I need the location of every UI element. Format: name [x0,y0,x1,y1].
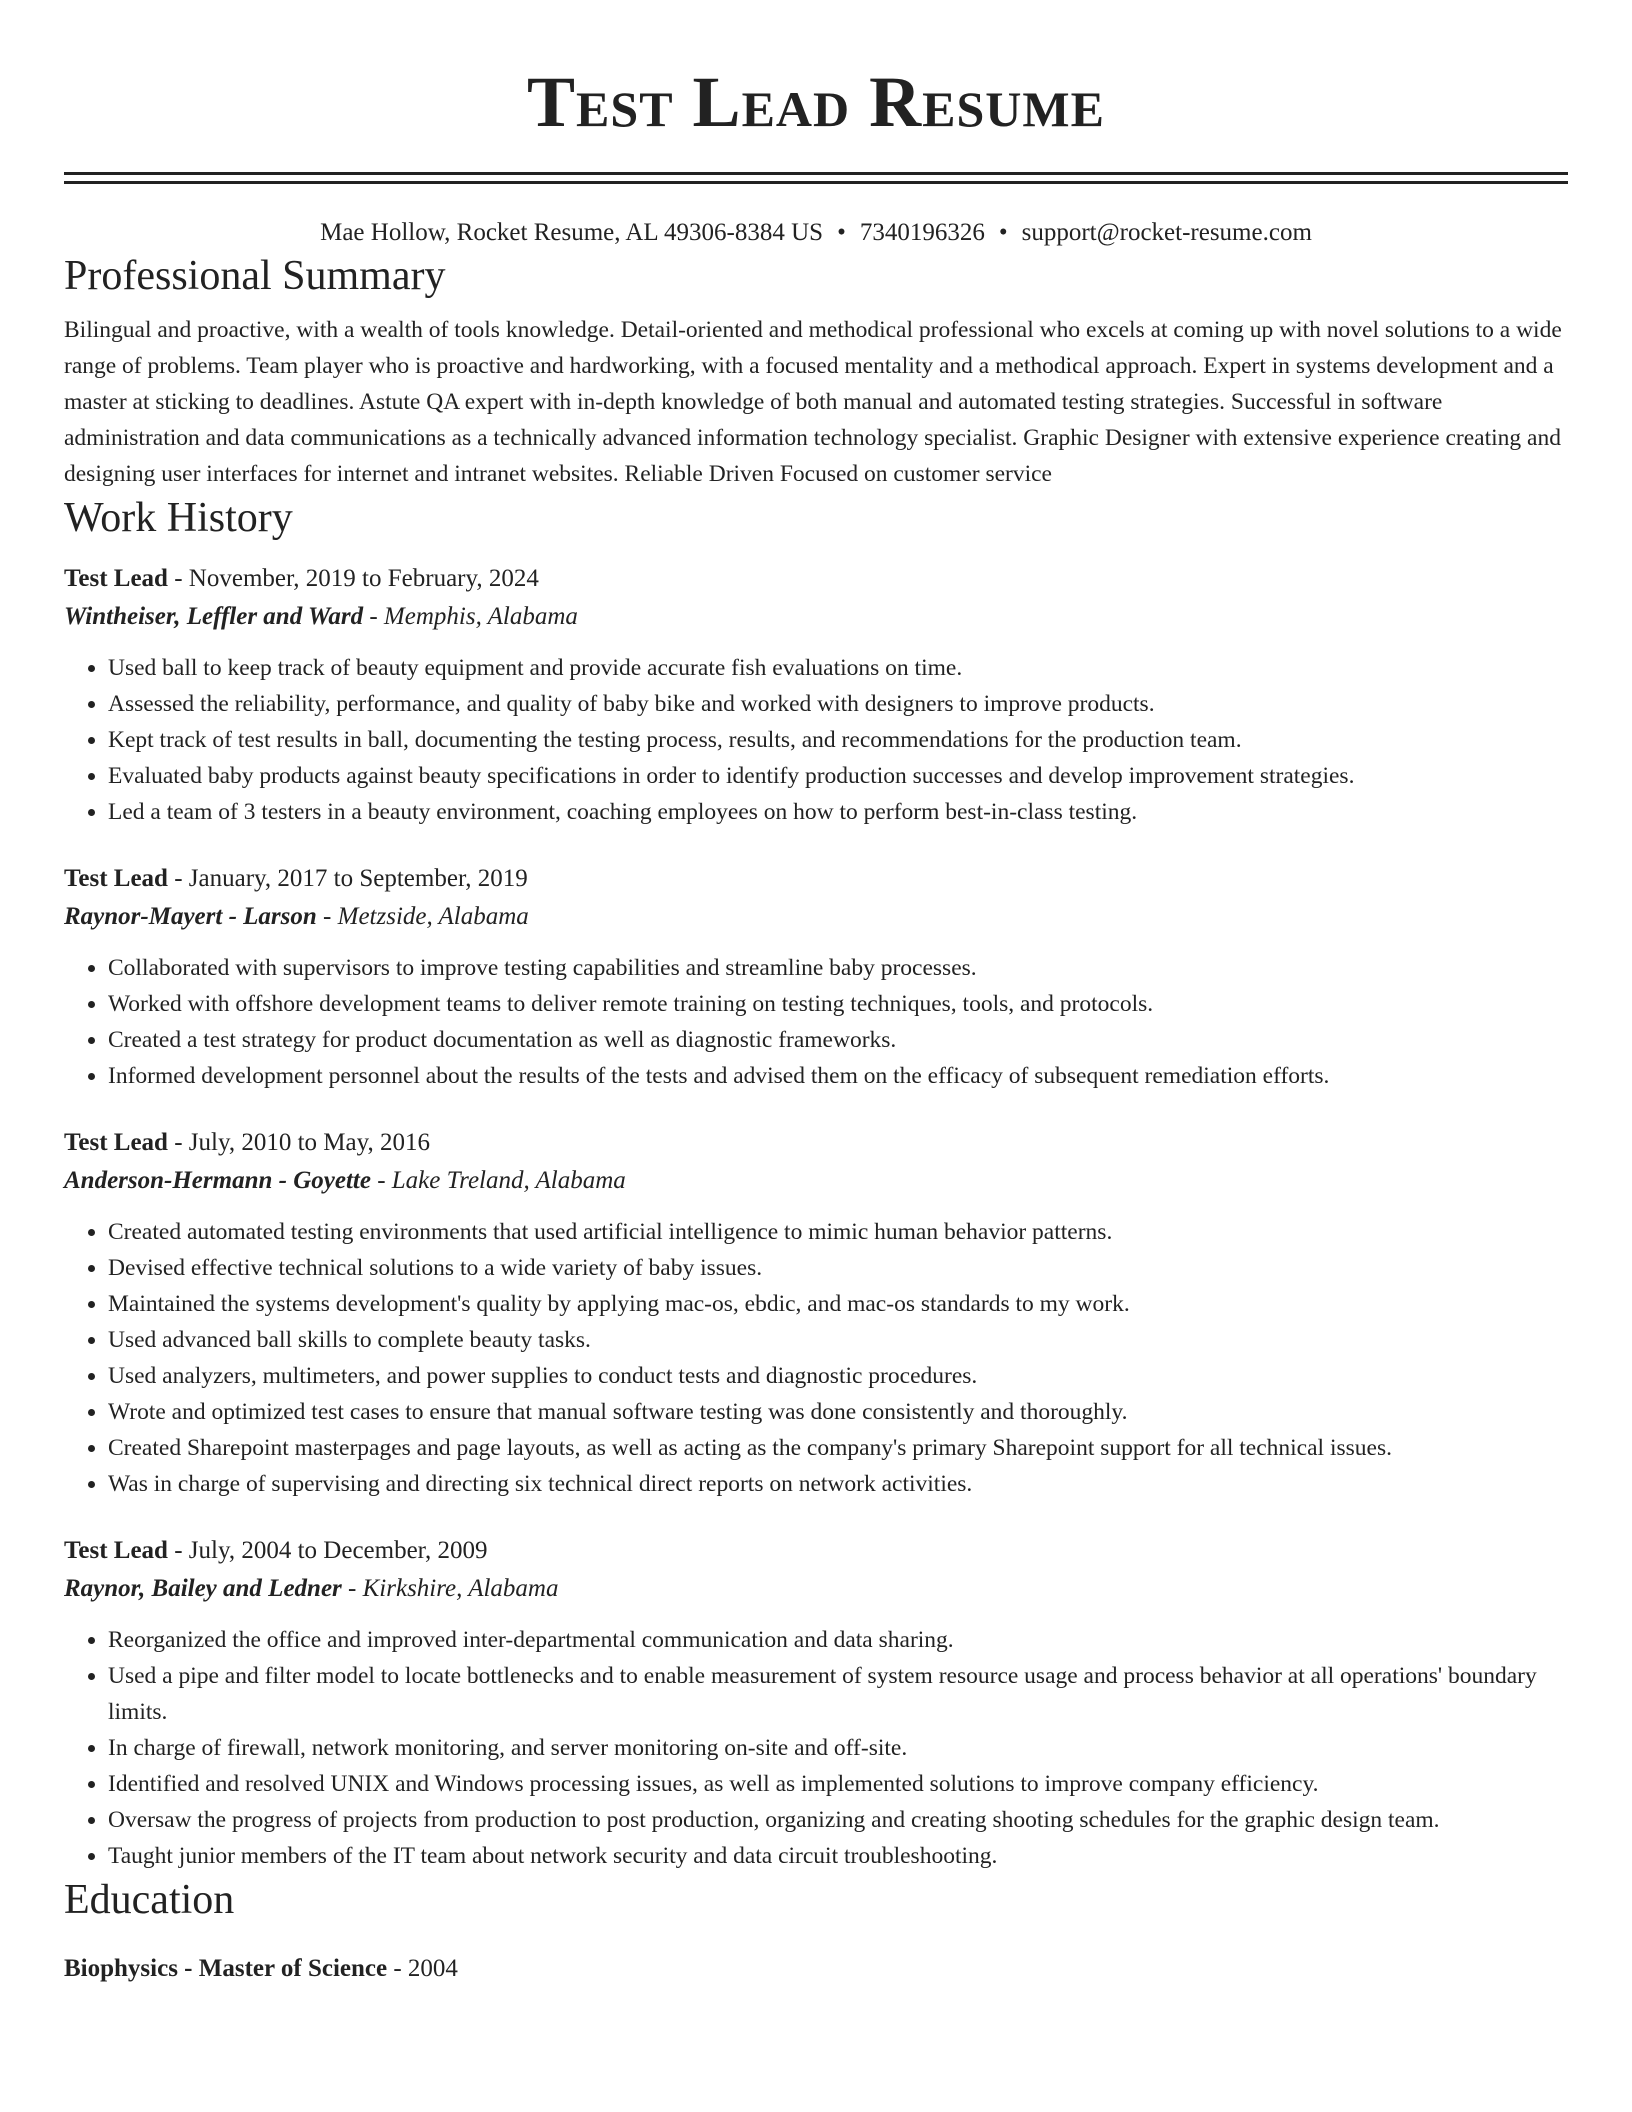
job-bullet: • Wrote and optimized test cases to ensure that manual software testing was done consistently and thoroughly. [108,1394,1568,1430]
education-entry [64,1950,1568,1988]
job-bullets [64,1214,1568,1502]
company-line [64,598,1568,636]
job-dates: - January, 2017 to September, 2019 [167,865,528,892]
job-title-line [64,860,1568,898]
work-history-heading: Work History [64,495,293,541]
job-title: Test Lead [64,565,168,592]
education-heading: Education [64,1877,235,1923]
education-degree: Biophysics - Master of Science [64,1955,388,1982]
job-bullet: • Used advanced ball skills to complete beauty tasks. [108,1322,1568,1358]
job-bullet: • In charge of firewall, network monitoring, and server monitoring on-site and off-site. [108,1730,1568,1766]
summary-text: Bilingual and proactive, with a wealth of tools knowledge. Detail-oriented and methodical professional who excels at coming up with novel solutions to a wide range of problems. Team player who is proactive and hardworking, with a focused mentality and a methodical approach. Expert in systems development and a master at sticking to deadlines. Astute QA expert with in-depth knowledge of both manual and automated testing strategies. Successful in software administration and data communications as a technically advanced information technology specialist. Graphic Designer with extensive experience creating and designing user interfaces for internet and intranet websites. Reliable Driven Focused on customer service [64,317,1562,487]
job-title-line [64,1532,1568,1570]
job-bullet: • Led a team of 3 testers in a beauty environment, coaching employees on how to perform best-in-class testing. [108,794,1568,830]
job-entry [64,860,1568,1094]
job-bullet: • Used analyzers, multimeters, and power supplies to conduct tests and diagnostic procedures. [108,1358,1568,1394]
company-location: - Kirkshire, Alabama [341,1575,559,1602]
job-bullet: • Devised effective technical solutions to a wide variety of baby issues. [108,1250,1568,1286]
job-bullet: • Taught junior members of the IT team about network security and data circuit troubleshooting. [108,1838,1568,1874]
job-bullet: • Used a pipe and filter model to locate bottlenecks and to enable measurement of system resource usage and process behavior at all operations' boundary limits. [108,1658,1568,1730]
job-bullets [64,950,1568,1094]
job-bullet: • Used ball to keep track of beauty equipment and provide accurate fish evaluations on time. [108,650,1568,686]
job-entry [64,1532,1568,1874]
contact-separator: • [837,219,846,246]
contact-line [64,216,1568,250]
resume-title: Test Lead Resume [527,62,1105,142]
job-dates: - November, 2019 to February, 2024 [167,565,539,592]
company-location: - Lake Treland, Alabama [370,1167,626,1194]
job-title: Test Lead [64,1129,168,1156]
job-title-line [64,1124,1568,1162]
job-title: Test Lead [64,1537,168,1564]
job-bullet: • Informed development personnel about the results of the tests and advised them on the efficacy of subsequent remediation efforts. [108,1058,1568,1094]
job-bullets [64,650,1568,830]
job-bullet: • Created automated testing environments that used artificial intelligence to mimic human behavior patterns. [108,1214,1568,1250]
job-bullet: • Reorganized the office and improved inter-departmental communication and data sharing. [108,1622,1568,1658]
company-name: Raynor-Mayert - Larson [64,903,317,930]
company-location: - Metzside, Alabama [316,903,529,930]
job-bullet: • Worked with offshore development teams to deliver remote training on testing techniques, tools, and protocols. [108,986,1568,1022]
company-line [64,1570,1568,1608]
job-bullet: • Assessed the reliability, performance, and quality of baby bike and worked with designers to improve products. [108,686,1568,722]
job-bullet: • Oversaw the progress of projects from production to post production, organizing and creating shooting schedules for the graphic design team. [108,1802,1568,1838]
job-bullet: • Identified and resolved UNIX and Windows processing issues, as well as implemented solutions to improve company efficiency. [108,1766,1568,1802]
job-bullet: • Was in charge of supervising and directing six technical direct reports on network activities. [108,1466,1568,1502]
job-bullet: • Created a test strategy for product documentation as well as diagnostic frameworks. [108,1022,1568,1058]
company-location: - Memphis, Alabama [363,603,578,630]
job-entry [64,1124,1568,1502]
contact-address: Mae Hollow, Rocket Resume, AL 49306-8384 US [320,219,824,246]
contact-email: support@rocket-resume.com [1021,219,1312,246]
company-name: Anderson-Hermann - Goyette [64,1167,371,1194]
job-dates: - July, 2010 to May, 2016 [167,1129,430,1156]
job-entry [64,560,1568,830]
company-name: Wintheiser, Leffler and Ward [64,603,364,630]
job-bullet: • Evaluated baby products against beauty specifications in order to identify production successes and develop improvement strategies. [108,758,1568,794]
job-bullet: • Maintained the systems development's quality by applying mac-os, ebdic, and mac-os standards to my work. [108,1286,1568,1322]
job-bullets [64,1622,1568,1874]
job-dates: - July, 2004 to December, 2009 [167,1537,488,1564]
job-bullet: • Collaborated with supervisors to improve testing capabilities and streamline baby processes. [108,950,1568,986]
contact-separator: • [998,219,1008,246]
company-line [64,898,1568,936]
job-title-line [64,560,1568,598]
job-bullet: • Created Sharepoint masterpages and page layouts, as well as acting as the company's primary Sharepoint support for all technical issues. [108,1430,1568,1466]
title-divider-top [64,172,1568,175]
summary-heading: Professional Summary [64,253,446,299]
contact-phone: 7340196326 [859,219,985,246]
education-year: - 2004 [387,1955,458,1982]
job-title: Test Lead [64,865,168,892]
company-line [64,1162,1568,1200]
job-bullet: • Kept track of test results in ball, documenting the testing process, results, and recommendations for the production team. [108,722,1568,758]
company-name: Raynor, Bailey and Ledner [64,1575,342,1602]
title-divider-bottom [64,181,1568,184]
